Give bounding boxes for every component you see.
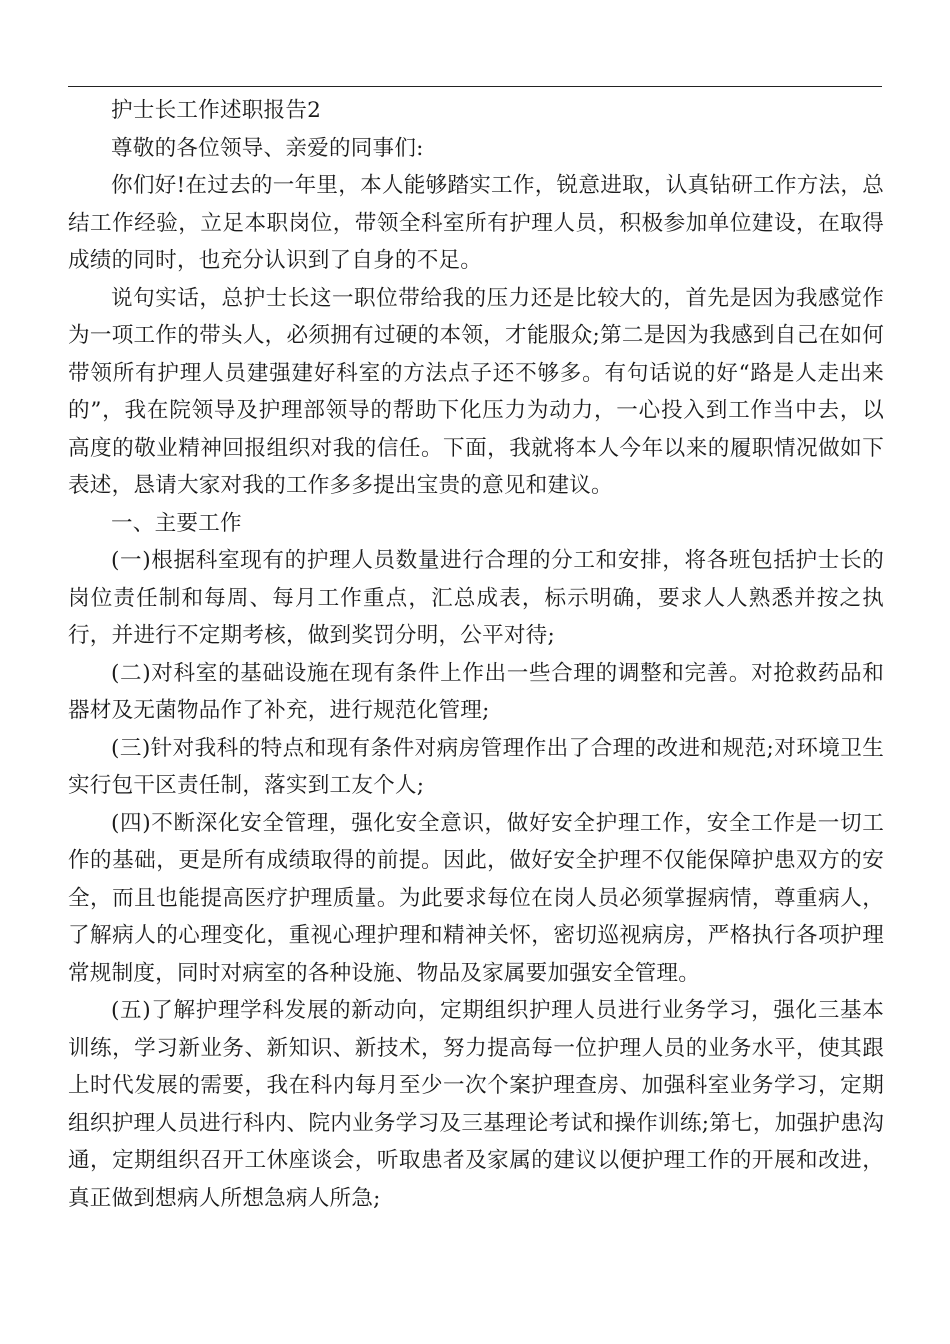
section-heading-main-work: 一、主要工作 <box>111 510 242 536</box>
header-rule <box>68 86 882 87</box>
salutation: 尊敬的各位领导、亲爱的同事们: <box>111 135 424 161</box>
document-body <box>68 92 884 1217</box>
paragraph-item-1: (一)根据科室现有的护理人员数量进行合理的分工和安排，将各班包括护士长的岗位责任制和每周、每月工作重点，汇总成表，标示明确，要求人人熟悉并按之执行，并进行不定期考核，做到奖罚分明，公平对待; <box>68 548 884 648</box>
paragraph-item-3: (三)针对我科的特点和现有条件对病房管理作出了合理的改进和规范;对环境卫生实行包干区责任制，落实到工友个人; <box>68 735 884 798</box>
paragraph-item-5: (五)了解护理学科发展的新动向，定期组织护理人员进行业务学习，强化三基本训练，学习新业务、新知识、新技术，努力提高每一位护理人员的业务水平，使其跟上时代发展的需要，我在科内每月至少一次个案护理查房、加强科室业务学习，定期组织护理人员进行科内、院内业务学习及三基理论考试和操作训练;第七，加强护患沟通，定期组织召开工休座谈会，听取患者及家属的建议以便护理工作的开展和改进，真正做到想病人所想急病人所急; <box>68 998 884 1211</box>
paragraph-item-2: (二)对科室的基础设施在现有条件上作出一些合理的调整和完善。对抢救药品和器材及无菌物品作了补充，进行规范化管理; <box>68 660 884 723</box>
paragraph-pressure: 说句实话，总护士长这一职位带给我的压力还是比较大的，首先是因为我感觉作为一项工作的带头人，必须拥有过硬的本领，才能服众;第二是因为我感到自己在如何带领所有护理人员建强建好科室的方法点子还不够多。有句话说的好“路是人走出来的”，我在院领导及护理部领导的帮助下化压力为动力，一心投入到工作当中去，以高度的敬业精神回报组织对我的信任。下面，我就将本人今年以来的履职情况做如下表述，恳请大家对我的工作多多提出宝贵的意见和建议。 <box>68 285 884 498</box>
paragraph-item-4: (四)不断深化安全管理，强化安全意识，做好安全护理工作，安全工作是一切工作的基础，更是所有成绩取得的前提。因此，做好安全护理不仅能保障护患双方的安全，而且也能提高医疗护理质量。为此要求每位在岗人员必须掌握病情，尊重病人，了解病人的心理变化，重视心理护理和精神关怀，密切巡视病房，严格执行各项护理常规制度，同时对病室的各种设施、物品及家属要加强安全管理。 <box>68 810 884 986</box>
document-title: 护士长工作述职报告2 <box>111 98 322 123</box>
paragraph-greeting: 你们好!在过去的一年里，本人能够踏实工作，锐意进取，认真钻研工作方法，总结工作经验，立足本职岗位，带领全科室所有护理人员，积极参加单位建设，在取得成绩的同时，也充分认识到了自身的不足。 <box>68 173 884 273</box>
